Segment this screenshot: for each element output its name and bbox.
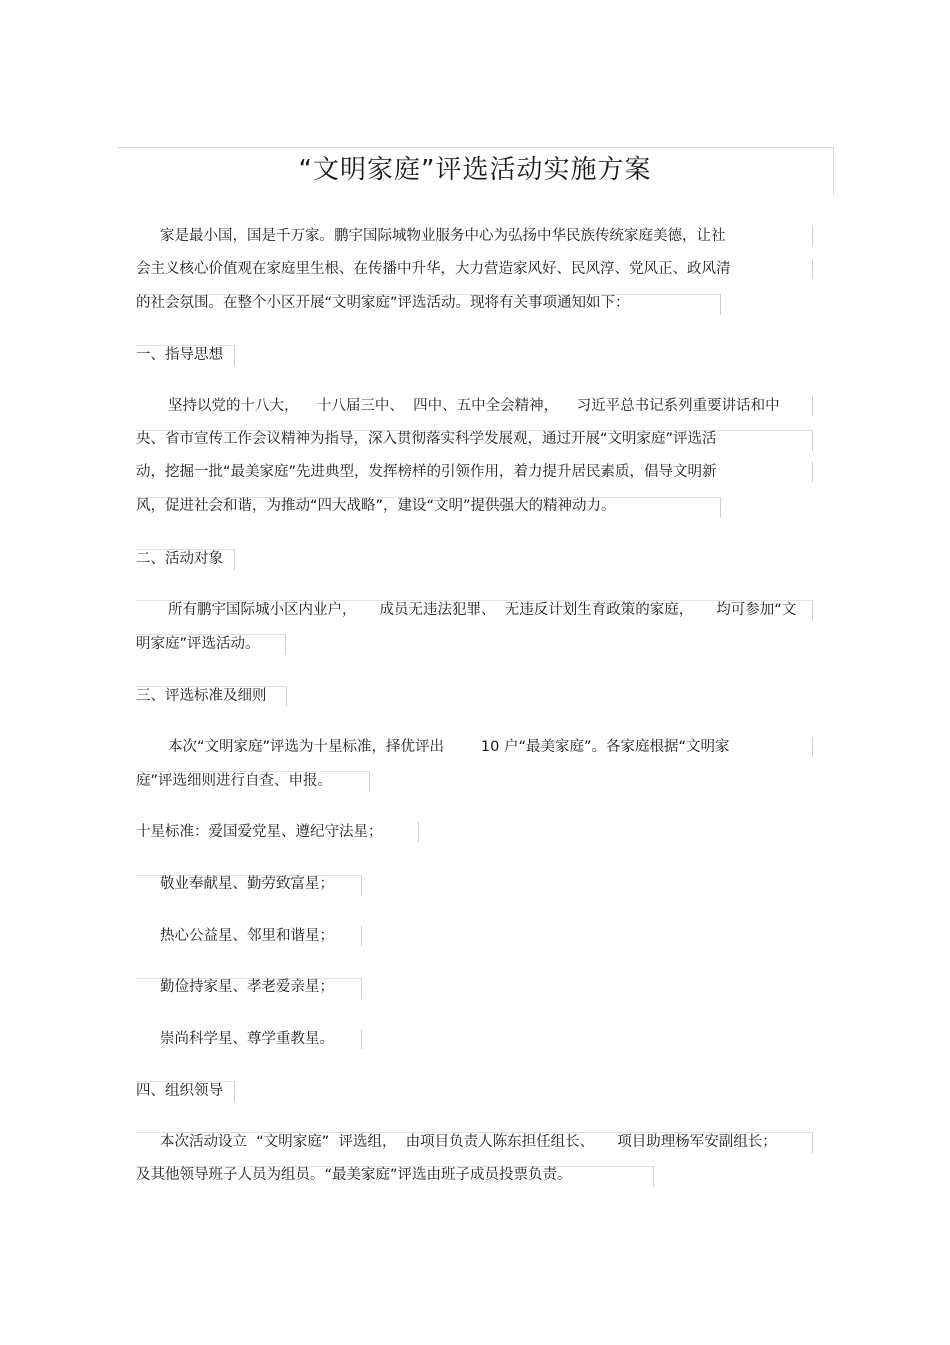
line-marker xyxy=(361,1029,362,1049)
paragraph-line: 本次活动设立 “文明家庭” 评选组， 由项目负责人陈东担任组长、 项目助理杨军安副组长； xyxy=(160,1134,777,1150)
paragraph-line: 庭”评选细则进行自查、申报。 xyxy=(136,773,333,789)
line-marker xyxy=(361,926,362,946)
header-rule xyxy=(118,147,833,148)
paragraph-line: 坚持以党的十八大， 十八届三中、 四中、五中全会精神， 习近平总书记系列重要讲话和中 xyxy=(168,398,780,414)
standard-item: 崇尚科学星、尊学重教星。 xyxy=(160,1031,334,1047)
line-marker xyxy=(812,396,813,416)
intro-line: 家是最小国，国是千万家。鹏宇国际城物业服务中心为弘扬中华民族传统家庭美德，让社 xyxy=(160,228,726,244)
paragraph-line: 明家庭”评选活动。 xyxy=(136,636,260,652)
standard-item: 敬业奉献星、勤劳致富星； xyxy=(160,876,334,892)
line-marker xyxy=(812,737,813,757)
line-marker xyxy=(812,259,813,279)
intro-line: 的社会氛围。在整个小区开展“文明家庭”评选活动。现将有关事项通知如下： xyxy=(136,295,630,311)
intro-line: 会主义核心价值观在家庭里生根、在传播中升华，大力营造家风好、民风淳、党风正、政风清 xyxy=(136,261,731,277)
standards-intro: 十星标准：爱国爱党星、遵纪守法星； xyxy=(136,824,383,840)
standard-item: 热心公益星、邻里和谐星； xyxy=(160,928,334,944)
section-heading: 三、评选标准及细则 xyxy=(136,688,267,704)
section-heading: 四、组织领导 xyxy=(136,1083,223,1099)
line-marker xyxy=(812,462,813,482)
document-title: “文明家庭”评选活动实施方案 xyxy=(298,155,652,185)
section-heading: 一、指导思想 xyxy=(136,347,223,363)
line-marker xyxy=(418,822,419,842)
paragraph-line: 及其他领导班子人员为组员。“最美家庭”评选由班子成员投票负责。 xyxy=(136,1167,572,1183)
paragraph-line: 所有鹏宇国际城小区内业户， 成员无违法犯罪、 无违反计划生育政策的家庭， 均可参加“文 xyxy=(168,602,797,618)
paragraph-line: 央、省市宣传工作会议精神为指导，深入贯彻落实科学发展观，通过开展“文明家庭”评选活 xyxy=(136,431,717,447)
paragraph-line: 风，促进社会和谐，为推动“四大战略”，建设“文明”提供强大的精神动力。 xyxy=(136,498,616,514)
section-heading: 二、活动对象 xyxy=(136,551,223,567)
line-marker xyxy=(812,226,813,246)
paragraph-line: 动，挖掘一批“最美家庭”先进典型，发挥榜样的引领作用，着力提升居民素质，倡导文明新 xyxy=(136,464,717,480)
paragraph-line: 本次“文明家庭”评选为十星标准，择优评出 10 户“最美家庭”。各家庭根据“文明家 xyxy=(168,739,730,755)
standard-item: 勤俭持家星、孝老爱亲星； xyxy=(160,979,334,995)
